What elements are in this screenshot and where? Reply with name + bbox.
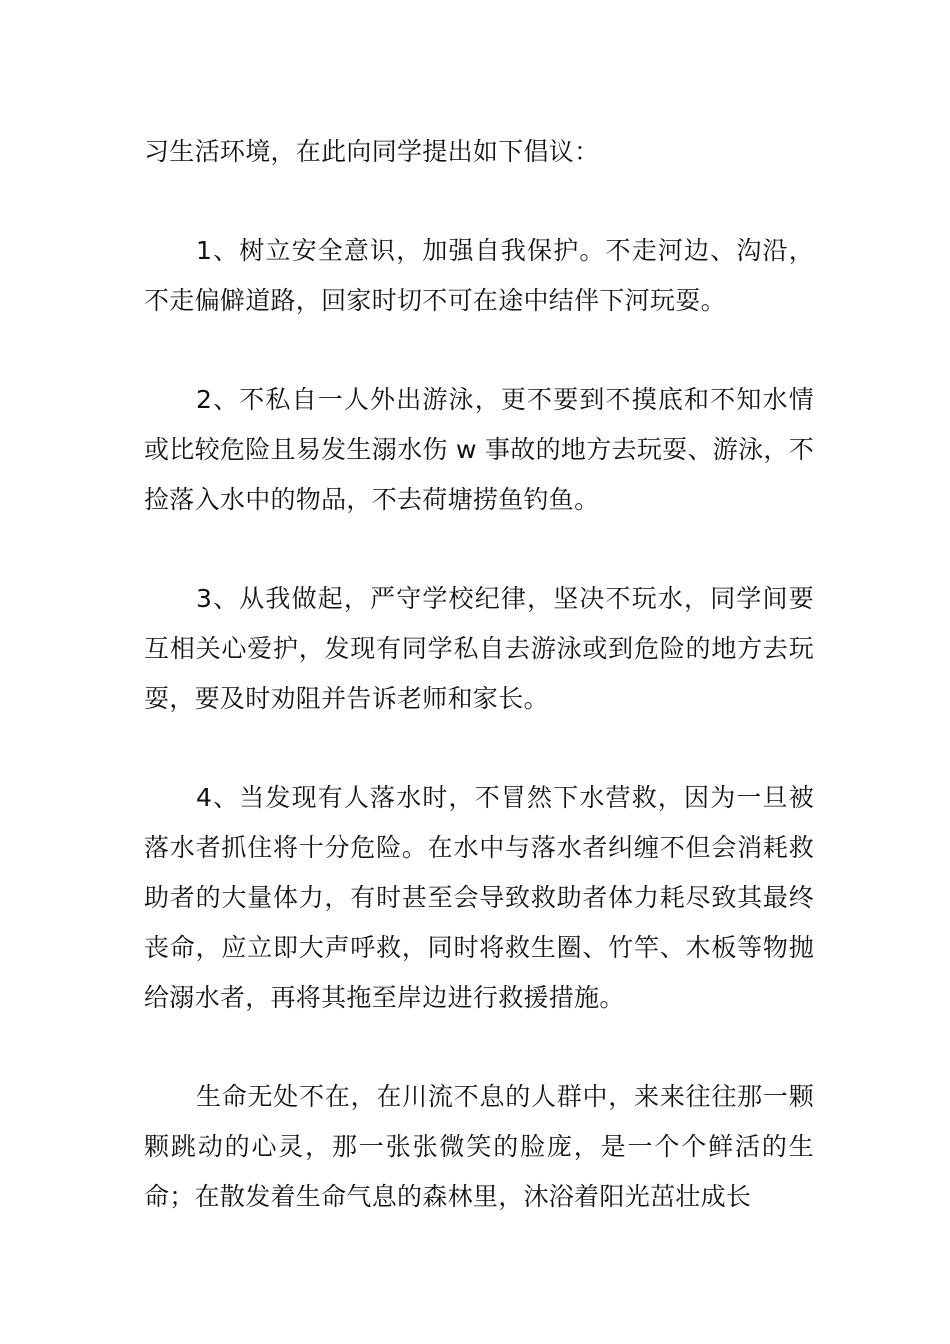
paragraph-item-1: 1、树立安全意识，加强自我保护。不走河边、沟沿，不走偏僻道路，回家时切不可在途中结伴下河玩耍。 (144, 236, 814, 315)
paragraph-continuation: 习生活环境，在此向同学提出如下倡议： (144, 137, 600, 166)
paragraph-item-4: 4、当发现有人落水时，不冒然下水营救，因为一旦被落水者抓住将十分危险。在水中与落水者纠缠不但会消耗救助者的大量体力，有时甚至会导致救助者体力耗尽致其最终丧命，应立即大声呼救，同时将救生圈、竹竿、木板等物抛给溺水者，再将其拖至岸边进行救援措施。 (144, 783, 814, 1012)
paragraph-item-2: 2、不私自一人外出游泳，更不要到不摸底和不知水情或比较危险且易发生溺水伤 w 事故的地方去玩耍、游泳，不捡落入水中的物品，不去荷塘捞鱼钓鱼。 (144, 385, 814, 514)
document-body (144, 127, 814, 1222)
paragraph-life: 生命无处不在，在川流不息的人群中，来来往往那一颗颗跳动的心灵，那一张张微笑的脸庞，是一个个鲜活的生命；在散发着生命气息的森林里，沐浴着阳光茁壮成长 (144, 1082, 814, 1211)
paragraph-item-3: 3、从我做起，严守学校纪律，坚决不玩水，同学间要互相关心爱护，发现有同学私自去游泳或到危险的地方去玩耍，要及时劝阻并告诉老师和家长。 (144, 584, 814, 713)
